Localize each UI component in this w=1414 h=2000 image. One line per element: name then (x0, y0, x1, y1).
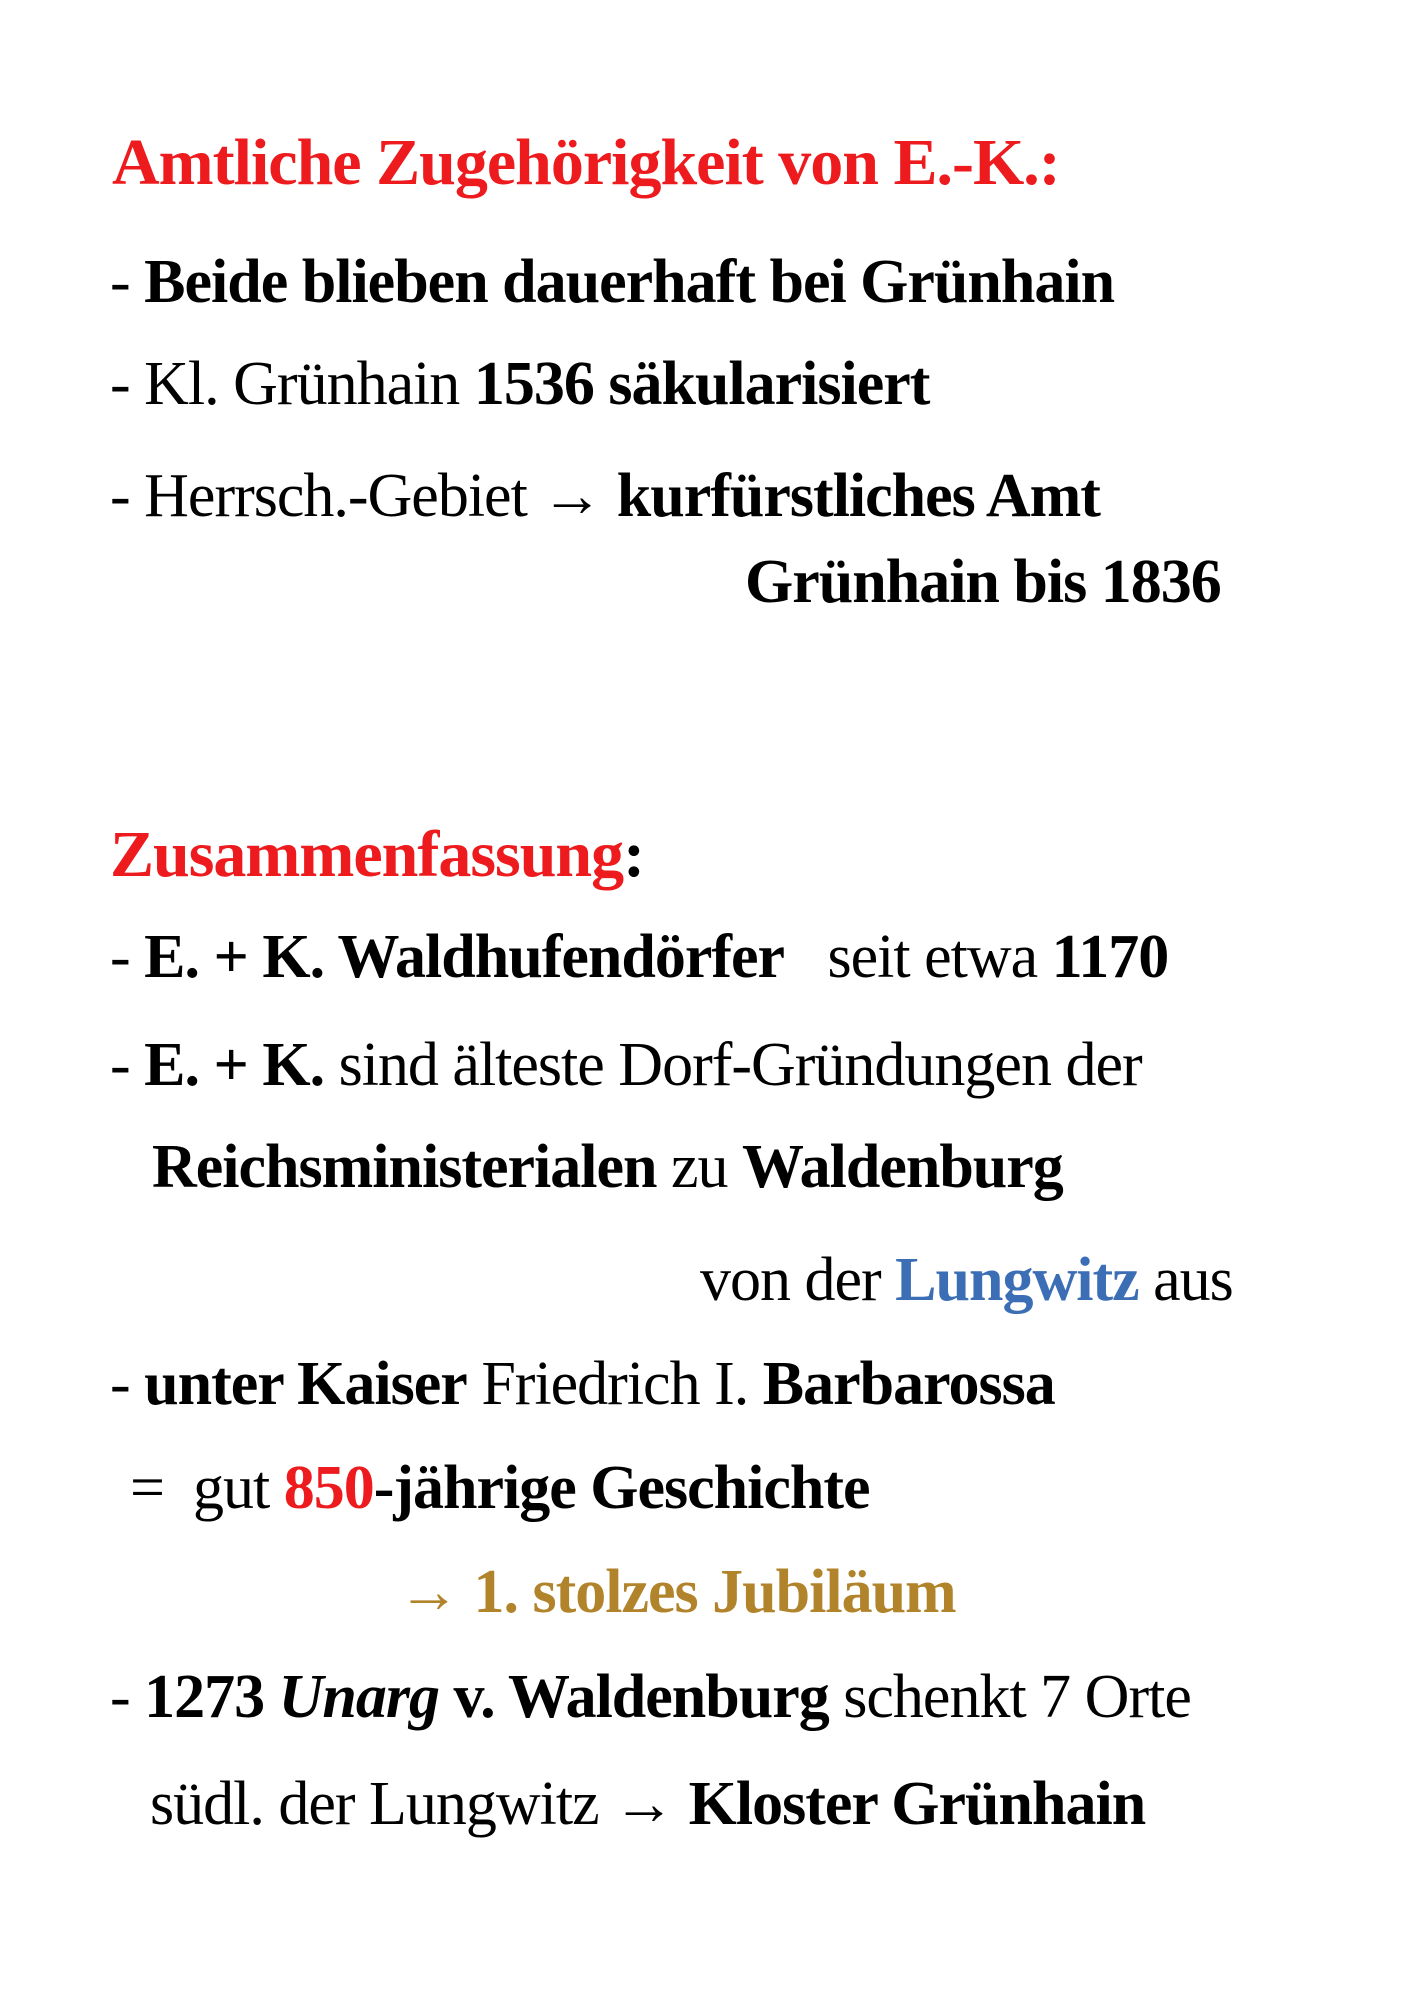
text-segment: Reichsministerialen (152, 1133, 657, 1201)
text-segment: Kloster Grünhain (688, 1770, 1146, 1838)
text-segment: E. + K. Waldhufendörfer (144, 923, 785, 991)
line-aelteste-dorf-gruendungen (110, 1033, 1142, 1098)
text-segment: Waldenburg (742, 1133, 1063, 1201)
text-segment: aus (1138, 1246, 1233, 1314)
text-segment: Zusammenfassung (110, 818, 624, 891)
text-segment: - (110, 923, 145, 991)
text-segment: schenkt 7 Orte (828, 1663, 1191, 1731)
text-segment: Friedrich I. (466, 1350, 763, 1418)
text-segment: - (110, 1350, 145, 1418)
text-segment: Amtliche Zugehörigkeit von E.-K.: (112, 126, 1060, 199)
text-segment: 1170 (1051, 923, 1169, 991)
text-segment: südl. der Lungwitz → (150, 1770, 689, 1838)
text-segment: sind älteste Dorf-Gründungen der (324, 1031, 1142, 1099)
text-segment: v. Waldenburg (439, 1663, 829, 1731)
line-kaiser-barbarossa (110, 1352, 1055, 1417)
text-segment: E. + K. (144, 1031, 325, 1099)
line-850-jaehrige-geschichte (130, 1456, 870, 1521)
line-kloster-gruenhain (150, 1772, 1145, 1837)
text-segment: -jährige Geschichte (373, 1454, 870, 1522)
text-segment: 1536 säkularisiert (473, 350, 930, 418)
line-reichsministerialen-waldenburg (152, 1135, 1063, 1200)
text-segment: → (398, 1558, 474, 1626)
line-herrsch-gebiet (110, 464, 1100, 529)
text-segment: - (110, 248, 145, 316)
line-gruenhain-bis-1836 (745, 550, 1221, 615)
line-beide-blieben (110, 250, 1114, 315)
text-segment: Lungwitz (895, 1246, 1139, 1314)
text-segment: unter Kaiser (144, 1350, 467, 1418)
text-segment: Unarg (278, 1663, 440, 1731)
text-segment: Grünhain bis 1836 (745, 548, 1221, 616)
text-segment: - Kl. Grünhain (110, 350, 474, 418)
text-segment: kurfürstliches Amt (616, 462, 1100, 530)
text-segment: 1. stolzes Jubiläum (473, 1558, 956, 1626)
line-kl-gruenhain-1536 (110, 352, 929, 417)
heading-zusammenfassung (110, 820, 644, 889)
text-segment: : (623, 818, 645, 891)
text-segment: von der (700, 1246, 896, 1314)
text-segment: seit etwa (784, 923, 1052, 991)
heading-amtliche-zugehoerigkeit (112, 128, 1060, 197)
line-stolzes-jubilaeum (398, 1560, 956, 1625)
line-waldhufendoerfer-1170 (110, 925, 1168, 990)
text-segment: - Herrsch.-Gebiet → (110, 462, 617, 530)
text-segment: Beide blieben dauerhaft bei Grünhain (144, 248, 1115, 316)
text-segment: = gut (130, 1454, 284, 1522)
text-segment: 850 (283, 1454, 374, 1522)
text-segment: zu (656, 1133, 743, 1201)
line-unarg-waldenburg (110, 1665, 1191, 1730)
text-segment: - (110, 1663, 145, 1731)
line-von-der-lungwitz-aus (700, 1248, 1233, 1313)
text-segment: Barbarossa (762, 1350, 1055, 1418)
text-segment: 1273 (144, 1663, 279, 1731)
text-segment: - (110, 1031, 145, 1099)
